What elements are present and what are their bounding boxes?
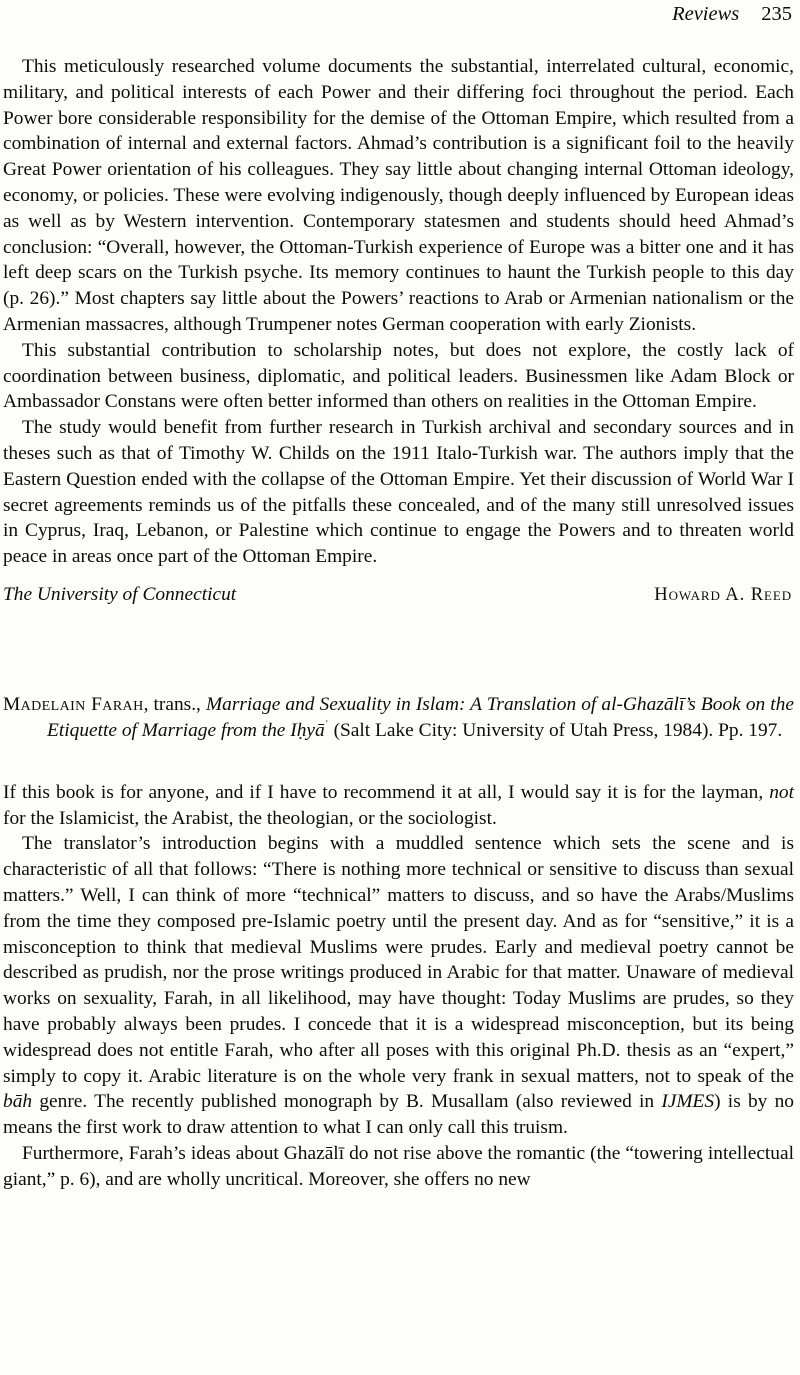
text-run: , trans.,: [143, 693, 206, 715]
text-run: The study would benefit from further research in Turkish archival and secondary sources and in theses such as that of Timothy W. Childs on the 1911 Italo-Turkish war. The authors imply that the Eastern Question ended with the collapse of the Ottoman Empire. Yet their discussion of World War I secret agreements reminds us of the pitfalls these concealed, and of the many still unresolved issues in Cyprus, Iraq, Lebanon, or Palestine which continue to engage the Powers and to threaten world peace in areas once part of the Ottoman Empire.: [3, 417, 794, 568]
running-head-section-title: Reviews: [672, 3, 740, 25]
review-current-text: [3, 780, 794, 1193]
text-run: ) is by no means the first work to draw attention to what I can only call this truism.: [3, 1091, 794, 1139]
running-head: [3, 2, 794, 26]
small-caps-text: Madelain Farah: [3, 693, 144, 715]
italic-text: bāh: [3, 1091, 33, 1113]
italic-text: Marriage and Sexuality in Islam: A Translation of al-Ghazālī’s Book on the Etiquette of Marriage from the Iḥyā: [47, 693, 794, 742]
italic-text: not: [769, 781, 794, 803]
paragraph: [3, 338, 794, 415]
reviewer-name: Howard A. Reed: [654, 583, 792, 605]
review-previous-text: [3, 54, 794, 570]
text-run: for the Islamicist, the Arabist, the theologian, or the sociologist.: [3, 807, 497, 829]
text-run: genre. The recently published monograph by B. Musallam (also reviewed in: [32, 1091, 662, 1113]
paragraph: [3, 780, 794, 832]
paragraph: [3, 1141, 794, 1193]
reviewer-affiliation: The University of Connecticut: [3, 583, 237, 605]
text-run: This meticulously researched volume documents the substantial, interrelated cultural, economic, military, and political interests of each Power and their differing foci throughout the period. Each Power bore considerable responsibility for the demise of the Ottoman Empire, which resulted from a combination of internal and external factors. Ahmad’s contribution is a significant foil to the heavily Great Power orientation of his colleagues. They say little about changing internal Ottoman ideology, economy, or policies. These were evolving indigenously, though deeply influenced by European ideas as well as by Western intervention. Contemporary statesmen and students should heed Ahmad’s conclusion: “Overall, however, the Ottoman-Turkish experience of Europe was a bitter one and it has left deep scars on the Turkish psyche. Its memory continues to haunt the Turkish people to this day (p. 26).” Most chapters say little about the Powers’ reactions to Arab or Armenian nationalism or the Armenian massacres, although Trumpener notes German cooperation with early Zionists.: [3, 56, 794, 335]
page-number: 235: [761, 3, 792, 25]
paragraph: [3, 54, 794, 338]
text-run: This substantial contribution to scholarship notes, but does not explore, the costly lack of coordination between business, diplomatic, and political leaders. Businessmen like Adam Block or Ambassador Constans were often better informed than others on realities in the Ottoman Empire.: [3, 339, 794, 413]
review-signature: [3, 582, 794, 608]
italic-text: IJMES: [661, 1091, 715, 1113]
paragraph: [3, 831, 794, 1141]
text-run: Furthermore, Farah’s ideas about Ghazālī do not rise above the romantic (the “towering intellectual giant,” p. 6), and are wholly uncritical. Moreover, she offers no new: [3, 1142, 794, 1190]
paragraph: [3, 415, 794, 570]
superscript-text: ʾ: [324, 717, 329, 732]
text-run: (Salt Lake City: University of Utah Press, 1984). Pp. 197.: [328, 720, 783, 742]
text-run: The translator’s introduction begins with a muddled sentence which sets the scene and is characteristic of all that follows: “There is nothing more technical or sensitive to discuss than sexual matters.” Well, I can think of more “technical” matters to discuss, and so have the Arabs/Muslims from the time they composed pre-Islamic poetry until the present day. And as for “sensitive,” it is a misconception to think that medieval Muslims were prudes. Early and medieval poetry cannot be described as prudish, nor the prose writings produced in Arabic for that matter. Unaware of medieval works on sexuality, Farah, in all likelihood, may have thought: Today Muslims are prudes, so they have probably always been prudes. I concede that it is a widespread misconception, but its being widespread does not entitle Farah, who after all poses with this original Ph.D. thesis as an “expert,” simply to copy it. Arabic literature is on the whole very frank in sexual matters, not to speak of the: [3, 833, 794, 1087]
text-run: If this book is for anyone, and if I have to recommend it at all, I would say it is for the layman,: [3, 781, 770, 803]
book-citation: [3, 692, 794, 745]
